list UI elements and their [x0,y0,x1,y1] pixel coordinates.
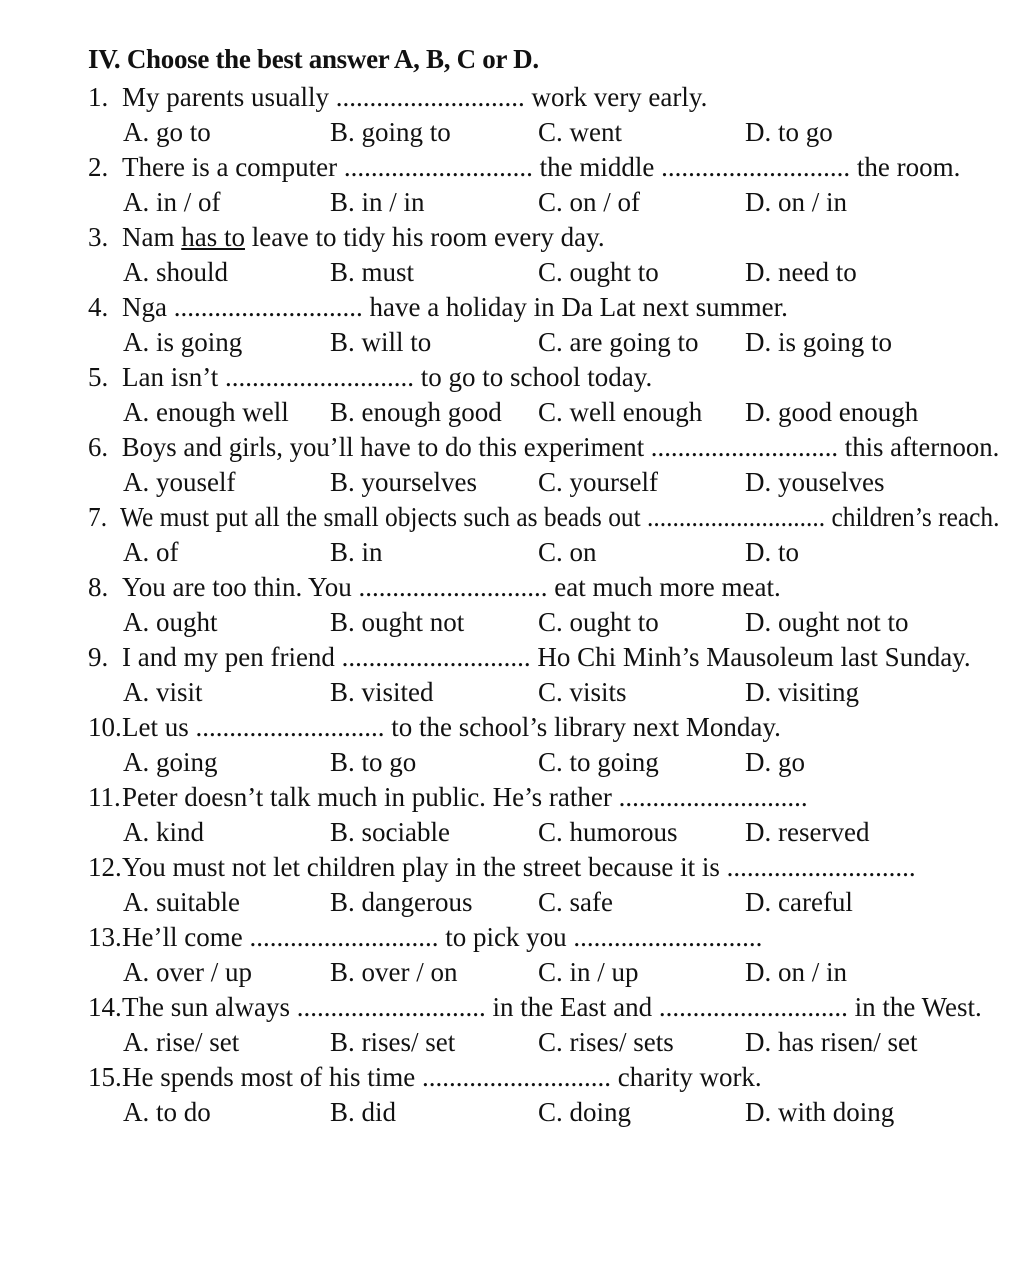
question-2 [88,150,960,184]
question-number: 4. [88,292,109,322]
question-number: 9. [88,642,109,672]
question-number: 15. [88,1062,122,1092]
option-b: B. yourselves [330,467,477,497]
option-a: A. kind [123,817,204,847]
option-c: C. ought to [538,257,659,287]
option-a: A. suitable [123,887,240,917]
question-9 [88,640,971,674]
option-a: A. visit [123,677,203,707]
question-8 [88,570,781,604]
question-5 [88,360,652,394]
question-1 [88,80,707,114]
option-b: B. ought not [330,607,465,637]
options-1 [123,115,1003,149]
question-11 [88,780,808,814]
option-b: B. did [330,1097,397,1127]
question-number: 7. [88,502,108,532]
question-number: 12. [88,852,122,882]
question-10 [88,710,781,744]
option-c: C. well enough [538,397,703,427]
option-b: B. going to [330,117,451,147]
question-text: He spends most of his time ............................ charity work. [122,1062,762,1092]
option-a: A. should [123,257,229,287]
question-3 [88,220,605,254]
option-c: C. went [538,117,622,147]
question-text: Boys and girls, you’ll have to do this experiment ............................ this afternoon. [121,432,1000,462]
question-13 [88,920,762,954]
question-15 [88,1060,762,1094]
options-11 [123,815,1003,849]
option-c: C. humorous [538,817,678,847]
option-a: A. youself [123,467,236,497]
option-b: B. dangerous [330,887,473,917]
question-number: 14. [88,992,122,1022]
question-number: 11. [88,782,121,812]
options-10 [123,745,1003,779]
option-d: D. has risen/ set [745,1027,918,1057]
option-a: A. in / of [123,187,221,217]
option-d: D. go [745,747,805,777]
option-c: C. on / of [538,187,641,217]
question-7 [88,500,1000,534]
options-2 [123,185,1003,219]
option-d: D. youselves [745,467,885,497]
option-a: A. enough well [123,397,289,427]
option-a: A. over / up [123,957,252,987]
option-c: C. yourself [538,467,658,497]
option-a: A. ought [123,607,218,637]
question-text: My parents usually ............................ work very early. [122,82,708,112]
question-number: 6. [88,432,109,462]
underlined-phrase: has to [181,222,245,252]
option-a: A. of [123,537,179,567]
option-c: C. visits [538,677,627,707]
option-d: D. on / in [745,187,848,217]
exercise-heading: IV. Choose the best answer A, B, C or D. [88,44,539,74]
question-text: Lan isn’t ............................ to go to school today. [122,362,653,392]
option-b: B. sociable [330,817,450,847]
question-text: You must not let children play in the street because it is ............................ [122,852,916,882]
option-c: C. rises/ sets [538,1027,674,1057]
option-d: D. ought not to [745,607,909,637]
options-14 [123,1025,1003,1059]
question-number: 3. [88,222,109,252]
options-12 [123,885,1003,919]
question-text: I and my pen friend ............................ Ho Chi Minh’s Mausoleum last Sunday. [122,642,971,672]
option-b: B. to go [330,747,417,777]
option-d: D. visiting [745,677,860,707]
option-d: D. on / in [745,957,848,987]
question-number: 13. [88,922,122,952]
question-4 [88,290,788,324]
option-d: D. reserved [745,817,870,847]
option-c: C. ought to [538,607,659,637]
option-d: D. good enough [745,397,919,427]
option-a: A. to do [123,1097,211,1127]
option-d: D. need to [745,257,857,287]
option-b: B. must [330,257,415,287]
question-number: 10. [88,712,122,742]
option-c: C. on [538,537,597,567]
options-4 [123,325,1003,359]
options-6 [123,465,1003,499]
option-c: C. are going to [538,327,699,357]
question-text: There is a computer ............................ the middle ............................ the room. [122,152,961,182]
option-d: D. is going to [745,327,893,357]
option-b: B. in [330,537,383,567]
options-9 [123,675,1003,709]
question-text-end: leave to tidy his room every day. [244,222,605,252]
option-c: C. doing [538,1097,632,1127]
option-b: B. visited [330,677,434,707]
options-8 [123,605,1003,639]
option-a: A. rise/ set [123,1027,240,1057]
option-a: A. go to [123,117,211,147]
option-a: A. going [123,747,218,777]
option-b: B. enough good [330,397,502,427]
question-text: Peter doesn’t talk much in public. He’s rather ............................ [122,782,808,812]
options-3 [123,255,1003,289]
question-text: Nam [122,222,182,252]
option-d: D. careful [745,887,853,917]
options-7 [123,535,1003,569]
question-text: Nga ............................ have a holiday in Da Lat next summer. [122,292,788,322]
question-number: 5. [88,362,109,392]
option-b: B. over / on [330,957,458,987]
option-d: D. to go [745,117,833,147]
option-d: D. to [745,537,799,567]
option-b: B. rises/ set [330,1027,456,1057]
question-number: 8. [88,572,109,602]
question-text: We must put all the small objects such as beads out ............................ children’s reach. [120,502,1000,532]
question-14 [88,990,982,1024]
option-c: C. to going [538,747,659,777]
question-text: The sun always ............................ in the East and ............................ in the West. [122,992,982,1022]
question-text: He’ll come ............................ to pick you ............................ [122,922,763,952]
options-13 [123,955,1003,989]
option-b: B. will to [330,327,432,357]
option-b: B. in / in [330,187,425,217]
option-d: D. with doing [745,1097,895,1127]
options-15 [123,1095,1003,1129]
question-number: 2. [88,152,109,182]
options-5 [123,395,1003,429]
option-c: C. in / up [538,957,639,987]
question-12 [88,850,916,884]
option-a: A. is going [123,327,243,357]
option-c: C. safe [538,887,613,917]
question-text: Let us ............................ to the school’s library next Monday. [122,712,781,742]
question-text: You are too thin. You ............................ eat much more meat. [122,572,781,602]
question-6 [88,430,999,464]
question-number: 1. [88,82,109,112]
